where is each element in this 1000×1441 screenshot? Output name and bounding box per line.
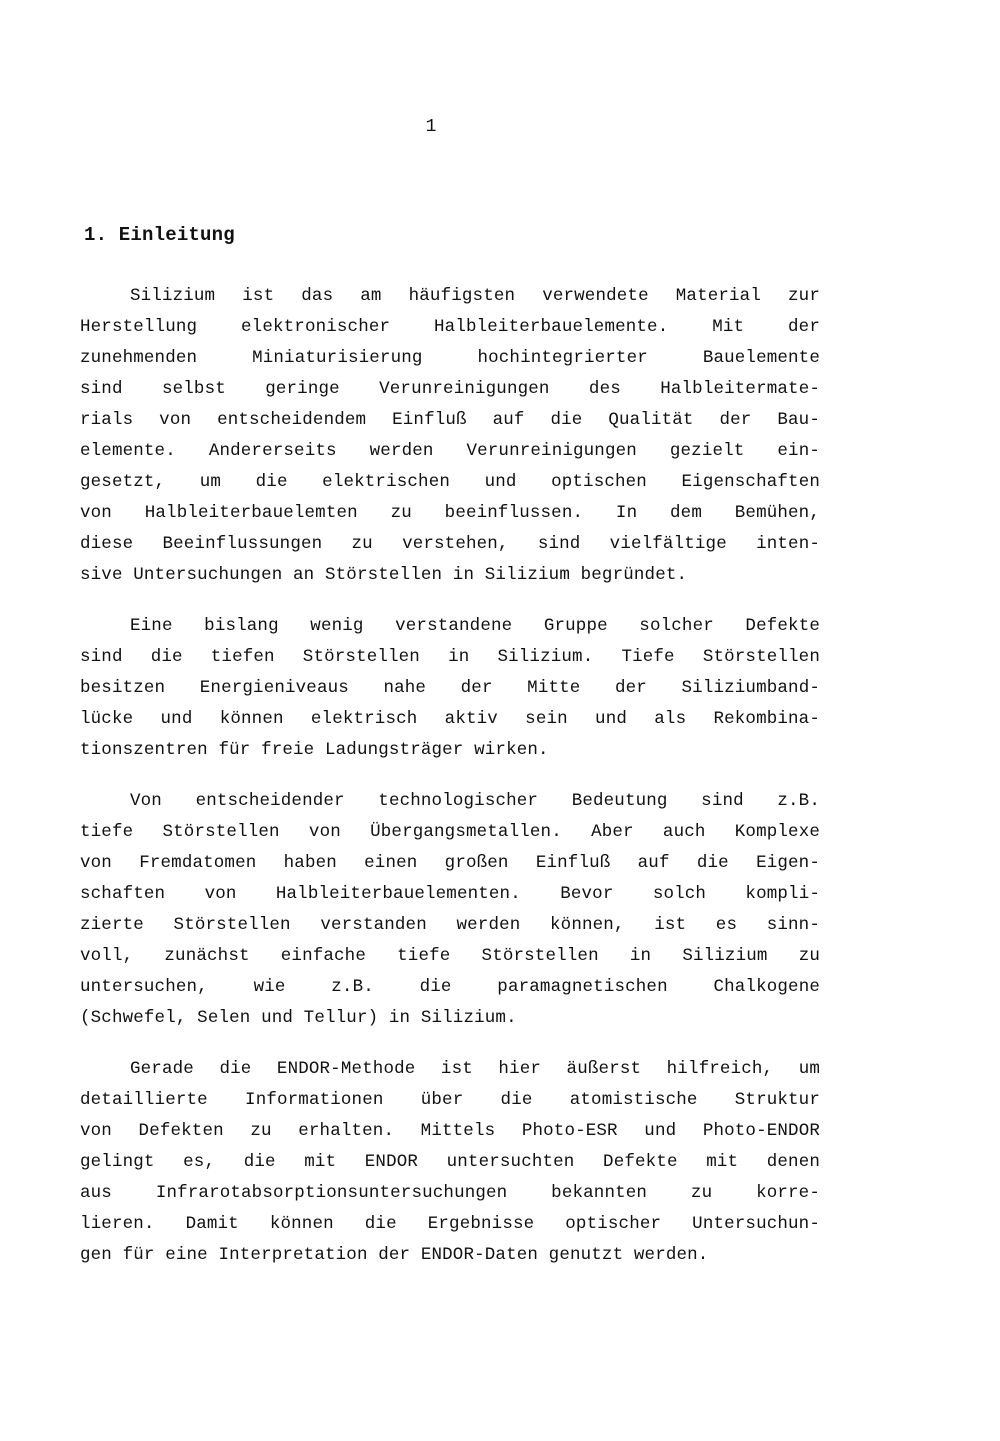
paragraph-line: schaften von Halbleiterbauelementen. Bevor solch kompli- (80, 884, 820, 904)
paragraph-line: Silizium ist das am häufigsten verwendete Material zur (130, 286, 820, 306)
paragraph-line: tiefe Störstellen von Übergangsmetallen. Aber auch Komplexe (80, 822, 820, 842)
paragraph-line: Eine bislang wenig verstandene Gruppe solcher Defekte (130, 616, 820, 636)
paragraph-line: sive Untersuchungen an Störstellen in Silizium begründet. (80, 565, 688, 585)
paragraph-line: Herstellung elektronischer Halbleiterbauelemente. Mit der (80, 317, 820, 337)
paragraph-line: von Halbleiterbauelemten zu beeinflussen. In dem Bemühen, (80, 503, 820, 523)
paragraph-line: Von entscheidender technologischer Bedeutung sind z.B. (130, 791, 820, 811)
paragraph-line: von Defekten zu erhalten. Mittels Photo-ESR und Photo-ENDOR (80, 1121, 820, 1141)
paragraph-line: aus Infrarotabsorptionsuntersuchungen bekannten zu korre- (80, 1183, 820, 1203)
paragraph-line: elemente. Andererseits werden Verunreinigungen gezielt ein- (80, 441, 820, 461)
section-heading: 1. Einleitung (84, 224, 235, 246)
paragraph-line: besitzen Energieniveaus nahe der Mitte der Siliziumband- (80, 678, 820, 698)
paragraph-1 (80, 281, 820, 591)
paragraph-line: lücke und können elektrisch aktiv sein und als Rekombina- (80, 709, 820, 729)
paragraph-line: rials von entscheidendem Einfluß auf die Qualität der Bau- (80, 410, 820, 430)
paragraph-line: sind selbst geringe Verunreinigungen des Halbleitermate- (80, 379, 820, 399)
paragraph-line: sind die tiefen Störstellen in Silizium. Tiefe Störstellen (80, 647, 820, 667)
paragraph-4 (80, 1054, 820, 1271)
paragraph-line: zierte Störstellen verstanden werden können, ist es sinn- (80, 915, 820, 935)
paragraph-line: voll, zunächst einfache tiefe Störstellen in Silizium zu (80, 946, 820, 966)
paragraph-line: tionszentren für freie Ladungsträger wirken. (80, 740, 549, 760)
paragraph-line: von Fremdatomen haben einen großen Einfluß auf die Eigen- (80, 853, 820, 873)
paragraph-line: gen für eine Interpretation der ENDOR-Daten genutzt werden. (80, 1245, 709, 1265)
paragraph-line: gelingt es, die mit ENDOR untersuchten Defekte mit denen (80, 1152, 820, 1172)
paragraph-line: Gerade die ENDOR-Methode ist hier äußerst hilfreich, um (130, 1059, 820, 1079)
paragraph-3 (80, 786, 820, 1034)
paragraph-line: untersuchen, wie z.B. die paramagnetischen Chalkogene (80, 977, 820, 997)
paragraph-line: gesetzt, um die elektrischen und optischen Eigenschaften (80, 472, 820, 492)
paragraph-line: lieren. Damit können die Ergebnisse optischer Untersuchun- (80, 1214, 820, 1234)
paragraph-line: zunehmenden Miniaturisierung hochintegrierter Bauelemente (80, 348, 820, 368)
page-number: 1 (425, 117, 437, 137)
paragraph-line: detaillierte Informationen über die atomistische Struktur (80, 1090, 820, 1110)
paragraph-2 (80, 611, 820, 766)
paragraph-line: (Schwefel, Selen und Tellur) in Silizium. (80, 1008, 517, 1028)
paragraph-line: diese Beeinflussungen zu verstehen, sind vielfältige inten- (80, 534, 820, 554)
